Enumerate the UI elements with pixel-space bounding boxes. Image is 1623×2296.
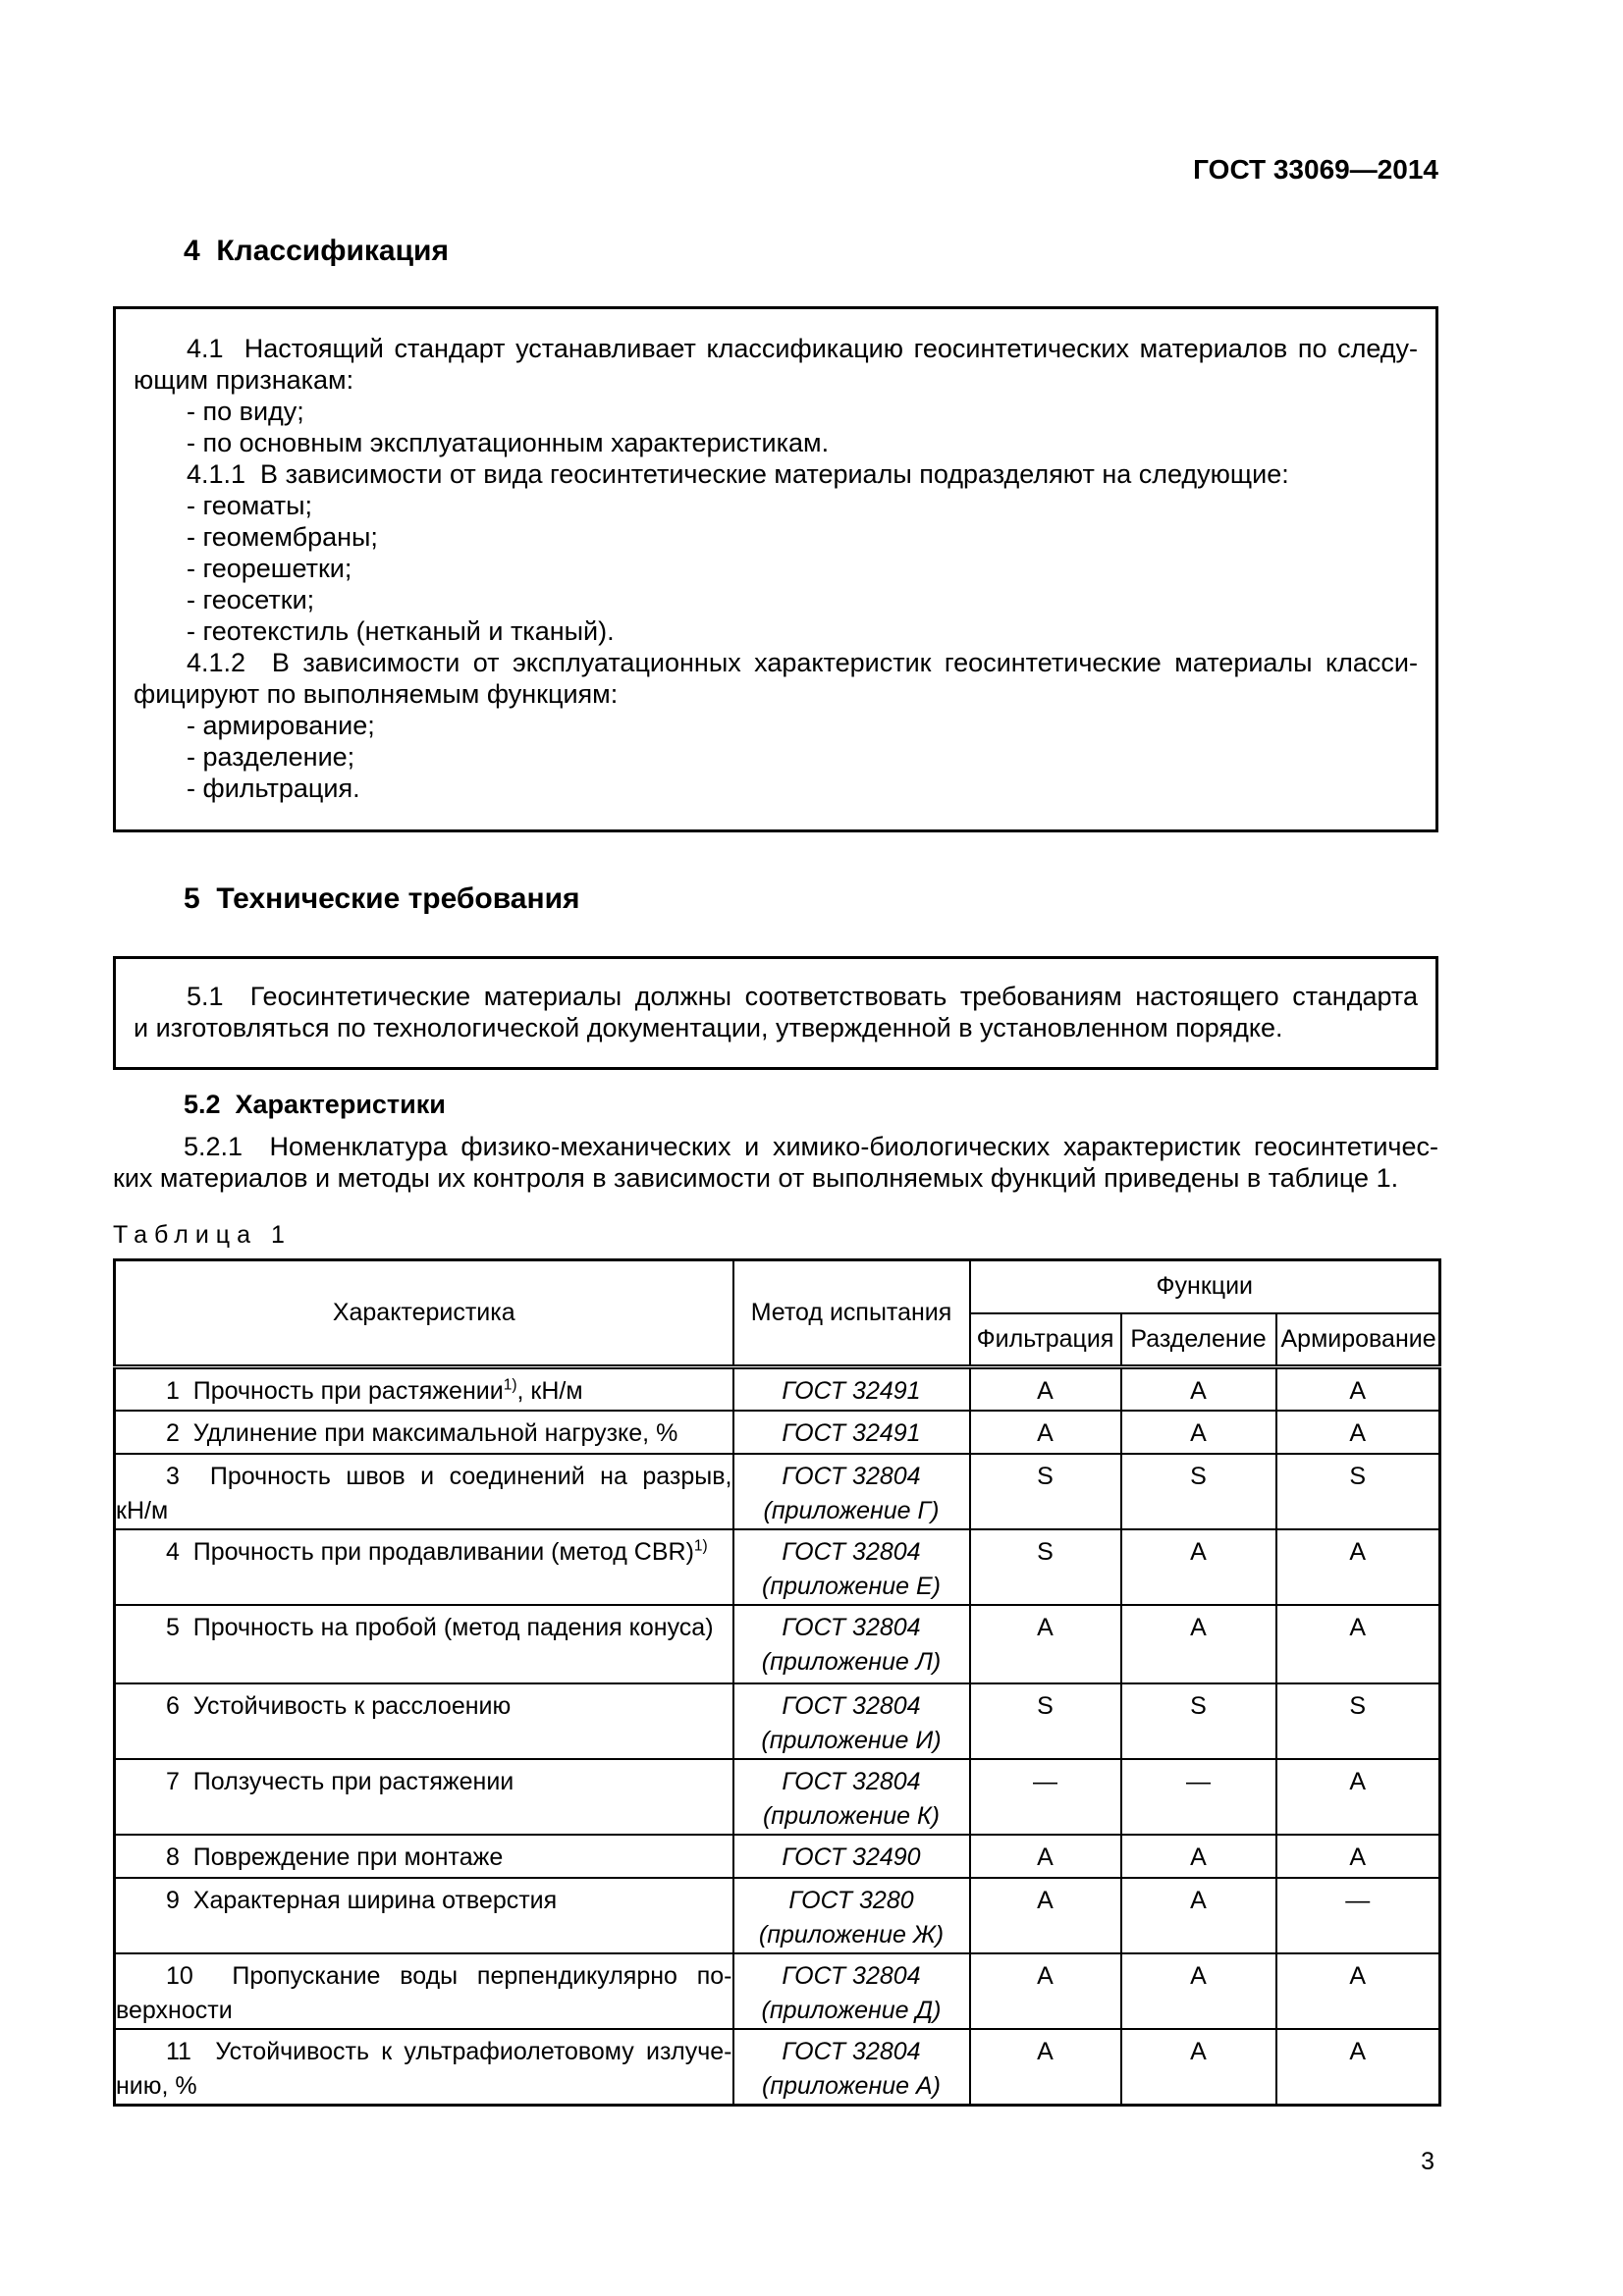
- function-value-cell: A: [1276, 1759, 1440, 1835]
- table-row: [115, 1605, 1440, 1683]
- characteristic-text: 1 Прочность при растяжении: [166, 1377, 504, 1405]
- method-cell: ГОСТ 32804 (приложение Д): [733, 1953, 970, 2029]
- method-cell: ГОСТ 32804 (приложение К): [733, 1759, 970, 1835]
- characteristic-text: 6 Устойчивость к расслоению: [166, 1691, 512, 1720]
- characteristic-text: 5 Прочность на пробой (метод падения конуса): [166, 1613, 714, 1641]
- text-line: 4.1 Настоящий стандарт устанавливает классификацию геосинтетических материалов по следу-: [187, 334, 1418, 363]
- function-value-cell: A: [1121, 1878, 1276, 1953]
- text-line: ких материалов и методы их контроля в зависимости от выполняемых функций приведены в таблице 1.: [113, 1163, 1399, 1193]
- list-item: - геоматы;: [187, 491, 313, 520]
- method-cell: ГОСТ 32804 (приложение Г): [733, 1454, 970, 1529]
- characteristic-text: 11 Устойчивость к ультрафиолетовому излуче-: [166, 2037, 732, 2065]
- function-value-cell: A: [970, 2029, 1121, 2106]
- function-value-cell: A: [1121, 1605, 1276, 1683]
- characteristic-text: 3 Прочность швов и соединений на разрыв,: [166, 1462, 732, 1490]
- function-value-cell: A: [1121, 1529, 1276, 1605]
- col-header-characteristic: Характеристика: [115, 1260, 733, 1367]
- text-line: 5.2.1 Номенклатура физико-механических и химико-биологических характеристик геосинтетичес-: [184, 1132, 1438, 1161]
- method-cell: ГОСТ 32804 (приложение А): [733, 2029, 970, 2106]
- characteristic-text: 10 Пропускание воды перпендикулярно по-: [166, 1961, 732, 1990]
- list-item: - геомембраны;: [187, 522, 378, 552]
- function-value-cell: —: [970, 1759, 1121, 1835]
- function-value-cell: A: [1276, 2029, 1440, 2106]
- doc-code: ГОСТ 33069—2014: [1193, 154, 1438, 185]
- method-cell: ГОСТ 3280 (приложение Ж): [733, 1878, 970, 1953]
- function-value-cell: S: [1121, 1683, 1276, 1759]
- function-value-cell: A: [1276, 1835, 1440, 1878]
- table-row: [115, 1835, 1440, 1878]
- text-line: 4.1.1 В зависимости от вида геосинтетические материалы подразделяют на следующие:: [187, 459, 1289, 489]
- table-label: Таблица 1: [113, 1221, 292, 1249]
- characteristics-table: [113, 1258, 1441, 2107]
- characteristic-text: 2 Удлинение при максимальной нагрузке, %: [166, 1418, 678, 1447]
- list-item: - армирование;: [187, 711, 375, 740]
- function-value-cell: A: [1276, 1367, 1440, 1411]
- function-value-cell: —: [1276, 1878, 1440, 1953]
- characteristic-text: , кН/м: [516, 1377, 583, 1405]
- table-row: [115, 1759, 1440, 1835]
- table-header-row: [115, 1260, 1440, 1313]
- col-header-separation: Разделение: [1121, 1313, 1276, 1367]
- paragraph-521: [113, 1131, 1438, 1194]
- table-row: [115, 1367, 1440, 1411]
- function-value-cell: A: [1276, 1605, 1440, 1683]
- characteristic-text: верхности: [116, 1996, 233, 2024]
- function-value-cell: A: [970, 1953, 1121, 2029]
- footnote-ref: 1): [503, 1376, 517, 1394]
- section5-clause-box: [113, 956, 1438, 1070]
- function-value-cell: S: [970, 1683, 1121, 1759]
- section5-heading: 5 Технические требования: [184, 882, 580, 915]
- characteristic-text: нию, %: [116, 2071, 197, 2100]
- list-item: - фильтрация.: [187, 774, 360, 803]
- function-value-cell: A: [970, 1367, 1121, 1411]
- table-row: [115, 2029, 1440, 2106]
- characteristic-text: 8 Повреждение при монтаже: [166, 1842, 504, 1871]
- function-value-cell: S: [970, 1529, 1121, 1605]
- table-row: [115, 1953, 1440, 2029]
- text-line: ющим признакам:: [134, 365, 354, 395]
- function-value-cell: S: [1276, 1454, 1440, 1529]
- text-line: и изготовляться по технологической документации, утвержденной в установленном порядке.: [134, 1013, 1283, 1042]
- table-row: [115, 1454, 1440, 1529]
- characteristic-text: 7 Ползучесть при растяжении: [166, 1767, 514, 1795]
- col-header-functions: Функции: [970, 1260, 1440, 1313]
- function-value-cell: S: [1121, 1454, 1276, 1529]
- function-value-cell: A: [1276, 1411, 1440, 1454]
- function-value-cell: A: [1276, 1953, 1440, 2029]
- function-value-cell: A: [1121, 1411, 1276, 1454]
- section4-clause-box: [113, 306, 1438, 832]
- table-row: [115, 1529, 1440, 1605]
- col-header-method: Метод испытания: [733, 1260, 970, 1367]
- characteristic-text: кН/м: [116, 1496, 169, 1524]
- list-item: - георешетки;: [187, 554, 352, 583]
- list-item: - по виду;: [187, 397, 304, 426]
- function-value-cell: A: [1121, 1835, 1276, 1878]
- function-value-cell: A: [1121, 2029, 1276, 2106]
- method-cell: ГОСТ 32804 (приложение Е): [733, 1529, 970, 1605]
- method-cell: ГОСТ 32804 (приложение Л): [733, 1605, 970, 1683]
- list-item: - геотекстиль (нетканый и тканый).: [187, 616, 615, 646]
- method-cell: ГОСТ 32490: [733, 1835, 970, 1878]
- function-value-cell: —: [1121, 1759, 1276, 1835]
- table-row: [115, 1411, 1440, 1454]
- function-value-cell: S: [1276, 1683, 1440, 1759]
- text-line: фицируют по выполняемым функциям:: [134, 679, 619, 709]
- function-value-cell: A: [1121, 1953, 1276, 2029]
- list-item: - разделение;: [187, 742, 355, 772]
- section4-heading: 4 Классификация: [184, 235, 449, 267]
- col-header-reinforcement: Армирование: [1276, 1313, 1440, 1367]
- function-value-cell: A: [970, 1835, 1121, 1878]
- footnote-ref: 1): [693, 1537, 708, 1555]
- function-value-cell: A: [970, 1878, 1121, 1953]
- characteristic-text: 9 Характерная ширина отверстия: [166, 1886, 558, 1914]
- method-cell: ГОСТ 32491: [733, 1367, 970, 1411]
- subsection-52-heading: 5.2 Характеристики: [184, 1090, 446, 1119]
- method-cell: ГОСТ 32491: [733, 1411, 970, 1454]
- function-value-cell: A: [970, 1605, 1121, 1683]
- method-cell: ГОСТ 32804 (приложение И): [733, 1683, 970, 1759]
- table-row: [115, 1878, 1440, 1953]
- function-value-cell: S: [970, 1454, 1121, 1529]
- characteristic-text: 4 Прочность при продавливании (метод CBR): [166, 1537, 694, 1566]
- text-line: 4.1.2 В зависимости от эксплуатационных характеристик геосинтетические материалы класси-: [187, 648, 1418, 677]
- function-value-cell: A: [1276, 1529, 1440, 1605]
- function-value-cell: A: [970, 1411, 1121, 1454]
- table-row: [115, 1683, 1440, 1759]
- function-value-cell: A: [1121, 1367, 1276, 1411]
- list-item: - по основным эксплуатационным характеристикам.: [187, 428, 830, 457]
- col-header-filtration: Фильтрация: [970, 1313, 1121, 1367]
- list-item: - геосетки;: [187, 585, 315, 614]
- text-line: 5.1 Геосинтетические материалы должны соответствовать требованиям настоящего стандарта: [187, 982, 1418, 1011]
- page-number: 3: [1421, 2147, 1434, 2175]
